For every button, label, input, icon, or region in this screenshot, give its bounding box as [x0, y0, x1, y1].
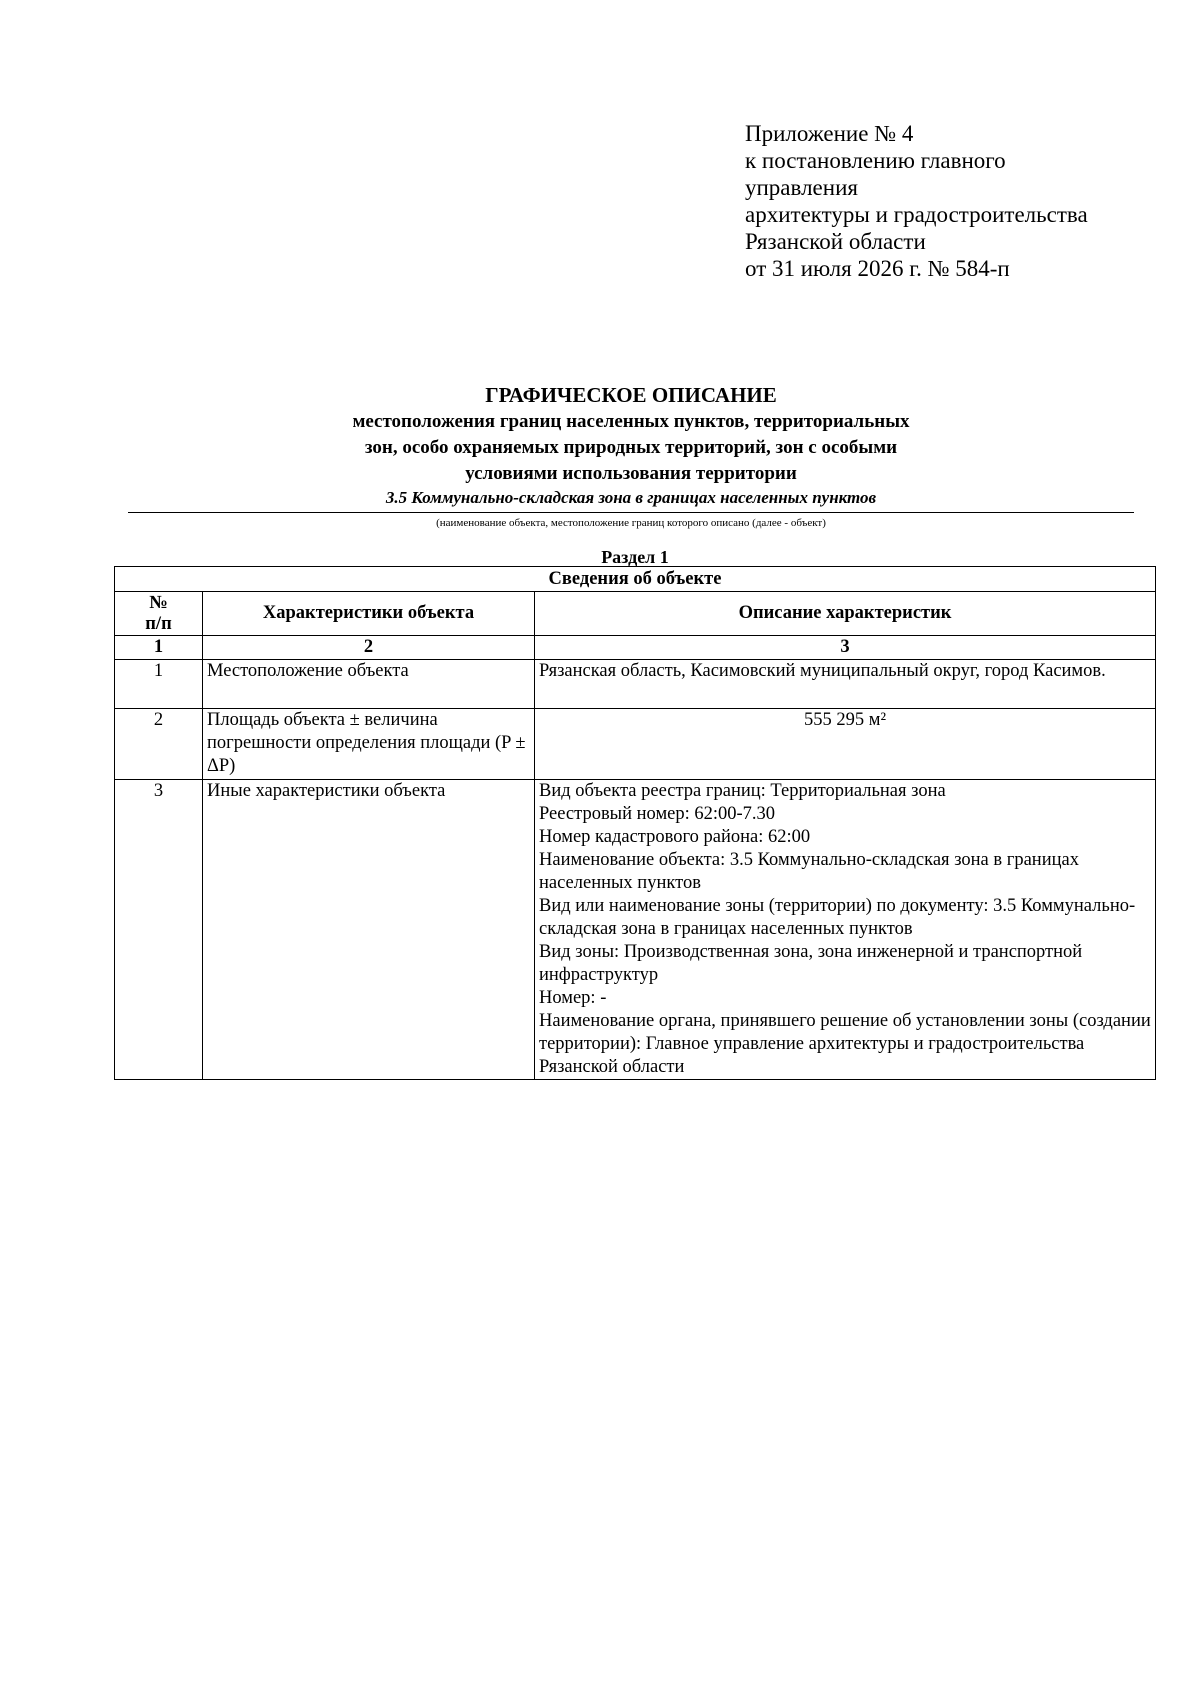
description-line: Номер: -	[539, 988, 607, 1008]
row-description	[535, 780, 1156, 1080]
header-characteristics: Характеристики объекта	[203, 592, 535, 636]
table-row	[115, 660, 1156, 709]
object-name-underline	[128, 512, 1134, 513]
row-number: 2	[115, 709, 203, 780]
document-title: ГРАФИЧЕСКОЕ ОПИСАНИЕ	[485, 383, 777, 407]
appendix-line: управления	[745, 175, 858, 200]
section-label: Раздел 1	[601, 547, 669, 567]
header-num-symbol: №	[149, 592, 168, 613]
description-line: Номер кадастрового района: 62:00	[539, 827, 811, 847]
header-description: Описание характеристик	[535, 592, 1156, 636]
row-characteristic: Иные характеристики объекта	[203, 780, 535, 1080]
appendix-line: Приложение № 4	[745, 121, 914, 146]
row-description: 555 295 м²	[535, 709, 1156, 780]
table-row	[115, 780, 1156, 1080]
description-line: Вид объекта реестра границ: Территориальная зона	[539, 781, 946, 801]
row-characteristic: Местоположение объекта	[203, 660, 535, 709]
description-line: Наименование объекта: 3.5 Коммунально-складская зона в границах населенных пунктов	[539, 850, 1079, 893]
table-row	[115, 709, 1156, 780]
header-num-abbr: п/п	[145, 613, 172, 634]
table-caption: Сведения об объекте	[115, 567, 1156, 592]
object-name: 3.5 Коммунально-складская зона в границах населенных пунктов	[385, 488, 877, 507]
row-characteristic: Площадь объекта ± величина погрешности определения площади (P ± ΔP)	[203, 709, 535, 780]
document-subtitle-line: условиями использования территории	[465, 463, 797, 484]
appendix-line: Рязанской области	[745, 229, 926, 254]
description-line: Вид или наименование зоны (территории) по документу: 3.5 Коммунально-складская зона в границах населенных пунктов	[539, 896, 1136, 939]
appendix-line: от 31 июля 2026 г. № 584-п	[745, 256, 1010, 281]
appendix-line: к постановлению главного	[745, 148, 1006, 173]
description-line: Наименование органа, принявшего решение об установлении зоны (создании территории): Главное управление архитектуры и градостроительства Рязанской области	[539, 1011, 1151, 1077]
description-line: Реестровый номер: 62:00-7.30	[539, 804, 776, 824]
appendix-block	[745, 120, 1165, 282]
column-number: 2	[203, 636, 535, 660]
document-subtitle-line: местоположения границ населенных пунктов, территориальных	[352, 411, 910, 432]
row-number: 3	[115, 780, 203, 1080]
object-name-hint: (наименование объекта, местоположение границ которого описано (далее - объект)	[436, 517, 826, 529]
object-info-table	[114, 566, 1156, 1080]
document-subtitle-line: зон, особо охраняемых природных территорий, зон с особыми	[364, 437, 898, 458]
row-number: 1	[115, 660, 203, 709]
row-description: Рязанская область, Касимовский муниципальный округ, город Касимов.	[535, 660, 1156, 709]
column-number: 1	[115, 636, 203, 660]
appendix-line: архитектуры и градостроительства	[745, 202, 1088, 227]
header-num	[115, 592, 203, 636]
document-title-block	[128, 382, 1134, 509]
column-number: 3	[535, 636, 1156, 660]
description-line: Вид зоны: Производственная зона, зона инженерной и транспортной инфраструктур	[539, 942, 1083, 985]
